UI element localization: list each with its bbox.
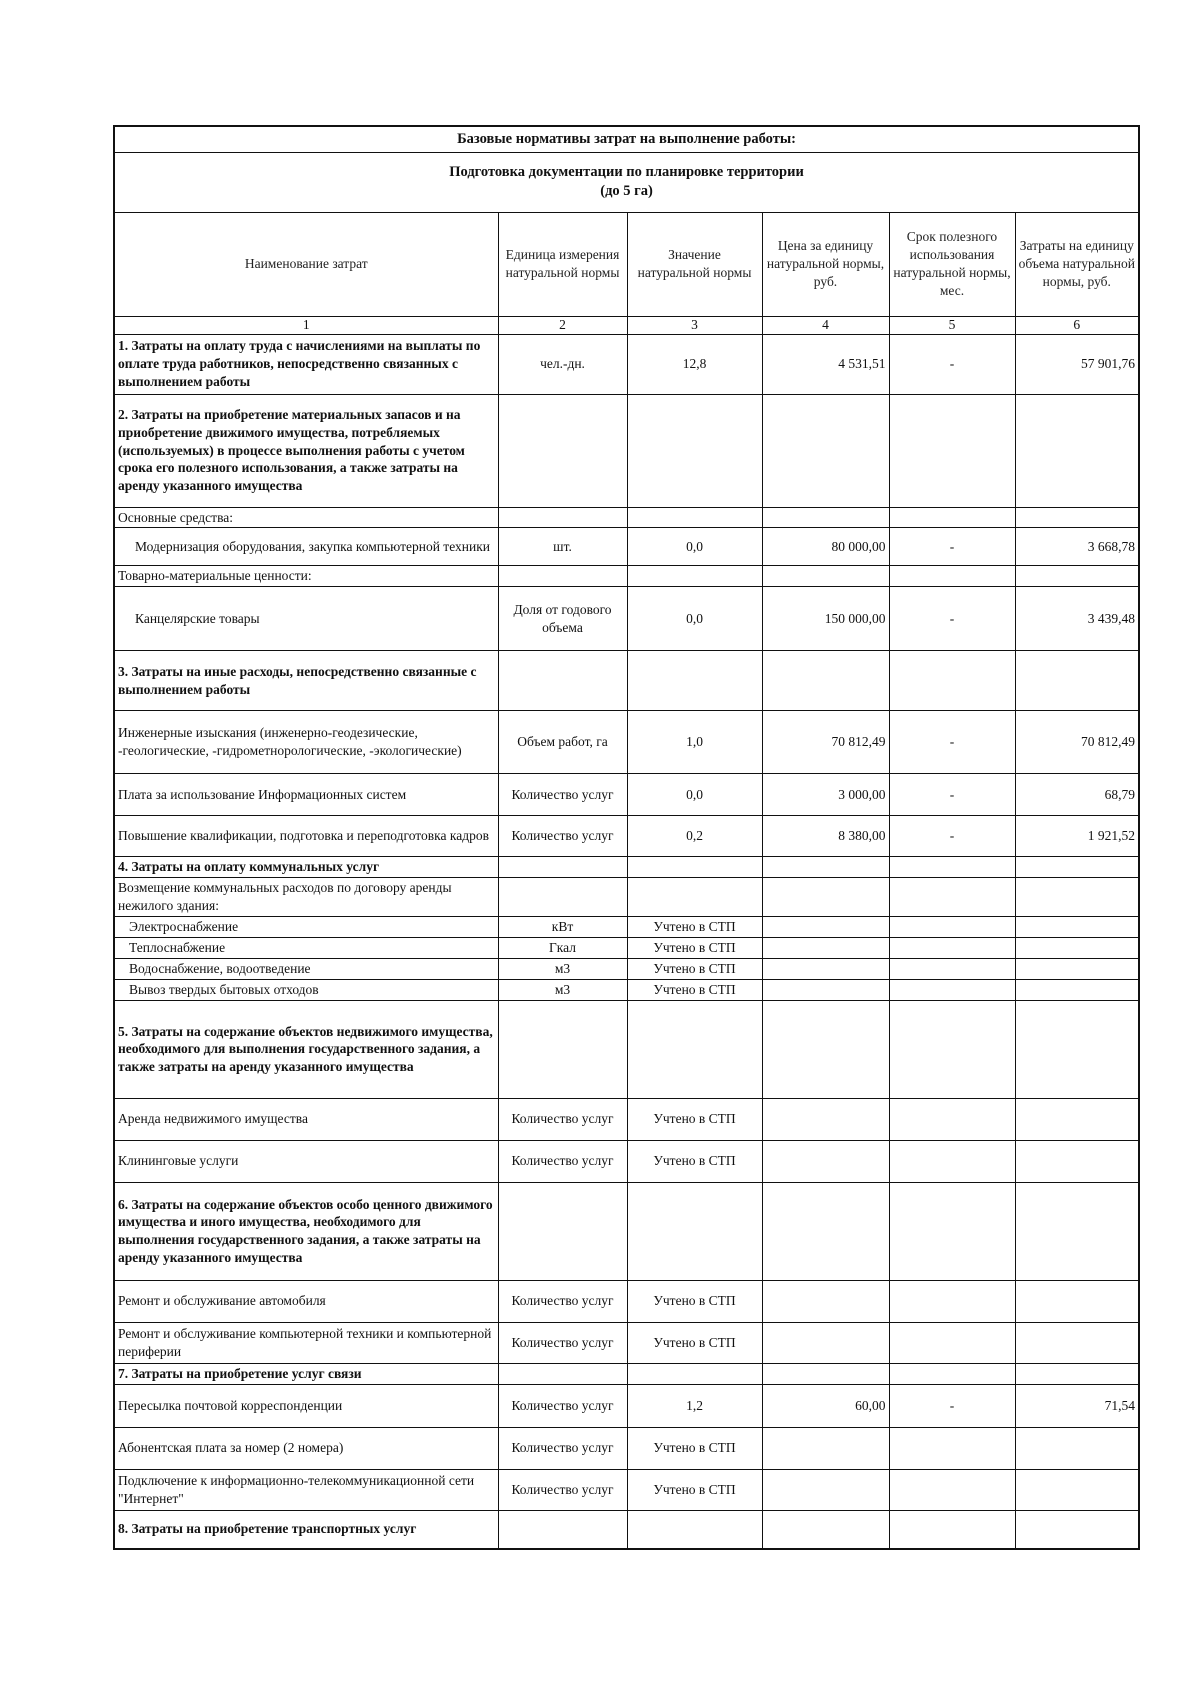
unit-cell: [498, 507, 627, 528]
unit-cell: кВт: [498, 916, 627, 937]
price-cell: [762, 958, 889, 979]
price-cell: [762, 857, 889, 878]
unit-cell: [498, 1510, 627, 1549]
unit-cell: [498, 1363, 627, 1384]
value-cell: [627, 1363, 762, 1384]
column-number: 3: [627, 316, 762, 334]
price-cell: 60,00: [762, 1384, 889, 1427]
term-cell: -: [889, 1384, 1015, 1427]
header-cost: Затраты на единицу объема натуральной нормы, руб.: [1015, 212, 1139, 316]
cost-name: Канцелярские товары: [114, 587, 498, 651]
value-cell: Учтено в СТП: [627, 937, 762, 958]
cost-name: 1. Затраты на оплату труда с начислениями на выплаты по оплате труда работников, непосредственно связанных с выполнением работы: [114, 334, 498, 394]
cost-cell: 70 812,49: [1015, 711, 1139, 774]
value-cell: 0,0: [627, 774, 762, 816]
unit-cell: [498, 857, 627, 878]
cost-cell: [1015, 979, 1139, 1000]
term-cell: [889, 937, 1015, 958]
unit-cell: [498, 1182, 627, 1280]
cost-name: 8. Затраты на приобретение транспортных услуг: [114, 1510, 498, 1549]
unit-cell: Объем работ, га: [498, 711, 627, 774]
value-cell: 12,8: [627, 334, 762, 394]
price-cell: [762, 1469, 889, 1510]
table-row: [114, 651, 1139, 711]
cost-name: Возмещение коммунальных расходов по договору аренды нежилого здания:: [114, 877, 498, 916]
value-cell: [627, 857, 762, 878]
cost-cell: 1 921,52: [1015, 816, 1139, 857]
value-cell: Учтено в СТП: [627, 1469, 762, 1510]
value-cell: Учтено в СТП: [627, 958, 762, 979]
term-cell: [889, 857, 1015, 878]
cost-name: Теплоснабжение: [114, 937, 498, 958]
value-cell: [627, 651, 762, 711]
price-cell: [762, 566, 889, 587]
term-cell: [889, 1182, 1015, 1280]
cost-name: Абонентская плата за номер (2 номера): [114, 1427, 498, 1469]
cost-cell: [1015, 1098, 1139, 1140]
price-cell: 3 000,00: [762, 774, 889, 816]
price-cell: [762, 1140, 889, 1182]
cost-cell: [1015, 507, 1139, 528]
price-cell: 70 812,49: [762, 711, 889, 774]
cost-cell: 71,54: [1015, 1384, 1139, 1427]
term-cell: [889, 651, 1015, 711]
cost-name: 5. Затраты на содержание объектов недвижимого имущества, необходимого для выполнения государственного задания, а также затраты на аренду указанного имущества: [114, 1000, 498, 1098]
price-cell: [762, 1000, 889, 1098]
term-cell: [889, 507, 1015, 528]
table-row: [114, 394, 1139, 507]
cost-name: Пересылка почтовой корреспонденции: [114, 1384, 498, 1427]
unit-cell: Количество услуг: [498, 816, 627, 857]
cost-name: Плата за использование Информационных систем: [114, 774, 498, 816]
unit-cell: Количество услуг: [498, 1140, 627, 1182]
value-cell: [627, 1000, 762, 1098]
term-cell: -: [889, 528, 1015, 566]
term-cell: [889, 1000, 1015, 1098]
unit-cell: Количество услуг: [498, 1322, 627, 1363]
cost-name: Подключение к информационно-телекоммуникационной сети "Интернет": [114, 1469, 498, 1510]
cost-cell: 3 668,78: [1015, 528, 1139, 566]
unit-cell: [498, 877, 627, 916]
price-cell: 4 531,51: [762, 334, 889, 394]
cost-cell: [1015, 1000, 1139, 1098]
cost-name: Вывоз твердых бытовых отходов: [114, 979, 498, 1000]
table-row: [114, 1510, 1139, 1549]
term-cell: [889, 1469, 1015, 1510]
unit-cell: м3: [498, 958, 627, 979]
unit-cell: Количество услуг: [498, 1427, 627, 1469]
value-cell: [627, 1510, 762, 1549]
table-row: [114, 507, 1139, 528]
value-cell: [627, 566, 762, 587]
table-row: [114, 334, 1139, 394]
cost-name: 6. Затраты на содержание объектов особо ценного движимого имущества и иного имущества, необходимого для выполнения государственного задания, а также затраты на аренду указанного имущества: [114, 1182, 498, 1280]
price-cell: [762, 1427, 889, 1469]
table-row: [114, 877, 1139, 916]
value-cell: 1,2: [627, 1384, 762, 1427]
cost-name: Основные средства:: [114, 507, 498, 528]
table-row: [114, 857, 1139, 878]
price-cell: [762, 1098, 889, 1140]
table-row: [114, 774, 1139, 816]
table-row: [114, 979, 1139, 1000]
subtitle-row: [114, 152, 1139, 212]
subtitle-line-1: Подготовка документации по планировке территории: [449, 163, 804, 180]
table-row: [114, 1427, 1139, 1469]
table-row: [114, 958, 1139, 979]
column-number: 2: [498, 316, 627, 334]
term-cell: -: [889, 587, 1015, 651]
unit-cell: шт.: [498, 528, 627, 566]
cost-name: Ремонт и обслуживание автомобиля: [114, 1280, 498, 1322]
cost-cell: [1015, 877, 1139, 916]
term-cell: [889, 566, 1015, 587]
unit-cell: м3: [498, 979, 627, 1000]
cost-cell: [1015, 1182, 1139, 1280]
price-cell: [762, 507, 889, 528]
cost-cell: [1015, 937, 1139, 958]
cost-name: Электроснабжение: [114, 916, 498, 937]
price-cell: 8 380,00: [762, 816, 889, 857]
column-number: 5: [889, 316, 1015, 334]
cost-cell: 3 439,48: [1015, 587, 1139, 651]
unit-cell: Гкал: [498, 937, 627, 958]
term-cell: [889, 958, 1015, 979]
document-subtitle: [114, 152, 1139, 212]
unit-cell: Количество услуг: [498, 1098, 627, 1140]
price-cell: [762, 1322, 889, 1363]
table-row: [114, 1280, 1139, 1322]
unit-cell: [498, 1000, 627, 1098]
unit-cell: [498, 566, 627, 587]
term-cell: -: [889, 334, 1015, 394]
unit-cell: Количество услуг: [498, 774, 627, 816]
table-row: [114, 1140, 1139, 1182]
cost-name: 2. Затраты на приобретение материальных запасов и на приобретение движимого имущества, потребляемых (используемых) в процессе выполнения работы с учетом срока его полезного использования, а также затраты на аренду указанного имущества: [114, 394, 498, 507]
table-row: [114, 528, 1139, 566]
unit-cell: Доля от годового объема: [498, 587, 627, 651]
header-name: Наименование затрат: [114, 212, 498, 316]
table-row: [114, 937, 1139, 958]
term-cell: [889, 1427, 1015, 1469]
cost-cell: [1015, 1363, 1139, 1384]
cost-name: Водоснабжение, водоотведение: [114, 958, 498, 979]
term-cell: [889, 1510, 1015, 1549]
price-cell: [762, 1280, 889, 1322]
cost-name: 3. Затраты на иные расходы, непосредственно связанные с выполнением работы: [114, 651, 498, 711]
table-row: [114, 1182, 1139, 1280]
table-row: [114, 1322, 1139, 1363]
document-title: Базовые нормативы затрат на выполнение работы:: [114, 126, 1139, 152]
term-cell: [889, 394, 1015, 507]
header-value: Значение натуральной нормы: [627, 212, 762, 316]
value-cell: [627, 877, 762, 916]
term-cell: [889, 1363, 1015, 1384]
price-cell: [762, 979, 889, 1000]
cost-cell: [1015, 916, 1139, 937]
cost-cell: [1015, 1280, 1139, 1322]
term-cell: [889, 1140, 1015, 1182]
table-row: [114, 1384, 1139, 1427]
value-cell: Учтено в СТП: [627, 1280, 762, 1322]
cost-cell: [1015, 1469, 1139, 1510]
column-number: 4: [762, 316, 889, 334]
price-cell: [762, 1182, 889, 1280]
cost-cell: [1015, 1427, 1139, 1469]
table-row: [114, 587, 1139, 651]
unit-cell: чел.-дн.: [498, 334, 627, 394]
cost-norms-table: [113, 125, 1140, 1550]
cost-cell: [1015, 394, 1139, 507]
column-number: 1: [114, 316, 498, 334]
table-row: [114, 916, 1139, 937]
term-cell: [889, 877, 1015, 916]
value-cell: [627, 394, 762, 507]
cost-cell: [1015, 1322, 1139, 1363]
unit-cell: Количество услуг: [498, 1469, 627, 1510]
price-cell: [762, 1363, 889, 1384]
term-cell: [889, 979, 1015, 1000]
table-row: [114, 1469, 1139, 1510]
price-cell: 150 000,00: [762, 587, 889, 651]
unit-cell: [498, 394, 627, 507]
value-cell: Учтено в СТП: [627, 1427, 762, 1469]
value-cell: [627, 1182, 762, 1280]
cost-cell: [1015, 1510, 1139, 1549]
cost-cell: [1015, 651, 1139, 711]
price-cell: 80 000,00: [762, 528, 889, 566]
price-cell: [762, 1510, 889, 1549]
table-row: [114, 711, 1139, 774]
table-row: [114, 1098, 1139, 1140]
value-cell: [627, 507, 762, 528]
cost-name: Клининговые услуги: [114, 1140, 498, 1182]
price-cell: [762, 651, 889, 711]
cost-name: Модернизация оборудования, закупка компьютерной техники: [114, 528, 498, 566]
header-unit: Единица измерения натуральной нормы: [498, 212, 627, 316]
table-body: [114, 126, 1139, 1549]
value-cell: 1,0: [627, 711, 762, 774]
value-cell: 0,0: [627, 587, 762, 651]
title-row: [114, 126, 1139, 152]
unit-cell: Количество услуг: [498, 1280, 627, 1322]
column-number-row: [114, 316, 1139, 334]
table-row: [114, 1363, 1139, 1384]
term-cell: [889, 1280, 1015, 1322]
unit-cell: [498, 651, 627, 711]
term-cell: [889, 916, 1015, 937]
value-cell: Учтено в СТП: [627, 916, 762, 937]
value-cell: Учтено в СТП: [627, 1098, 762, 1140]
table-row: [114, 566, 1139, 587]
cost-name: Повышение квалификации, подготовка и переподготовка кадров: [114, 816, 498, 857]
value-cell: 0,2: [627, 816, 762, 857]
unit-cell: Количество услуг: [498, 1384, 627, 1427]
value-cell: 0,0: [627, 528, 762, 566]
table-row: [114, 816, 1139, 857]
cost-name: Ремонт и обслуживание компьютерной техники и компьютерной периферии: [114, 1322, 498, 1363]
price-cell: [762, 937, 889, 958]
subtitle-line-2: (до 5 га): [600, 183, 653, 199]
cost-cell: 68,79: [1015, 774, 1139, 816]
cost-cell: [1015, 566, 1139, 587]
cost-cell: [1015, 857, 1139, 878]
column-number: 6: [1015, 316, 1139, 334]
term-cell: [889, 1098, 1015, 1140]
term-cell: -: [889, 711, 1015, 774]
term-cell: [889, 1322, 1015, 1363]
cost-name: 7. Затраты на приобретение услуг связи: [114, 1363, 498, 1384]
value-cell: Учтено в СТП: [627, 1140, 762, 1182]
term-cell: -: [889, 774, 1015, 816]
cost-name: 4. Затраты на оплату коммунальных услуг: [114, 857, 498, 878]
cost-cell: 57 901,76: [1015, 334, 1139, 394]
header-price: Цена за единицу натуральной нормы, руб.: [762, 212, 889, 316]
price-cell: [762, 916, 889, 937]
value-cell: Учтено в СТП: [627, 1322, 762, 1363]
cost-name: Инженерные изыскания (инженерно-геодезические, -геологические, -гидрометнорологические, -экологические): [114, 711, 498, 774]
cost-name: Аренда недвижимого имущества: [114, 1098, 498, 1140]
table-row: [114, 1000, 1139, 1098]
price-cell: [762, 394, 889, 507]
header-row: [114, 212, 1139, 316]
cost-cell: [1015, 1140, 1139, 1182]
cost-name: Товарно-материальные ценности:: [114, 566, 498, 587]
header-term: Срок полезного использования натуральной нормы, мес.: [889, 212, 1015, 316]
value-cell: Учтено в СТП: [627, 979, 762, 1000]
price-cell: [762, 877, 889, 916]
term-cell: -: [889, 816, 1015, 857]
cost-cell: [1015, 958, 1139, 979]
